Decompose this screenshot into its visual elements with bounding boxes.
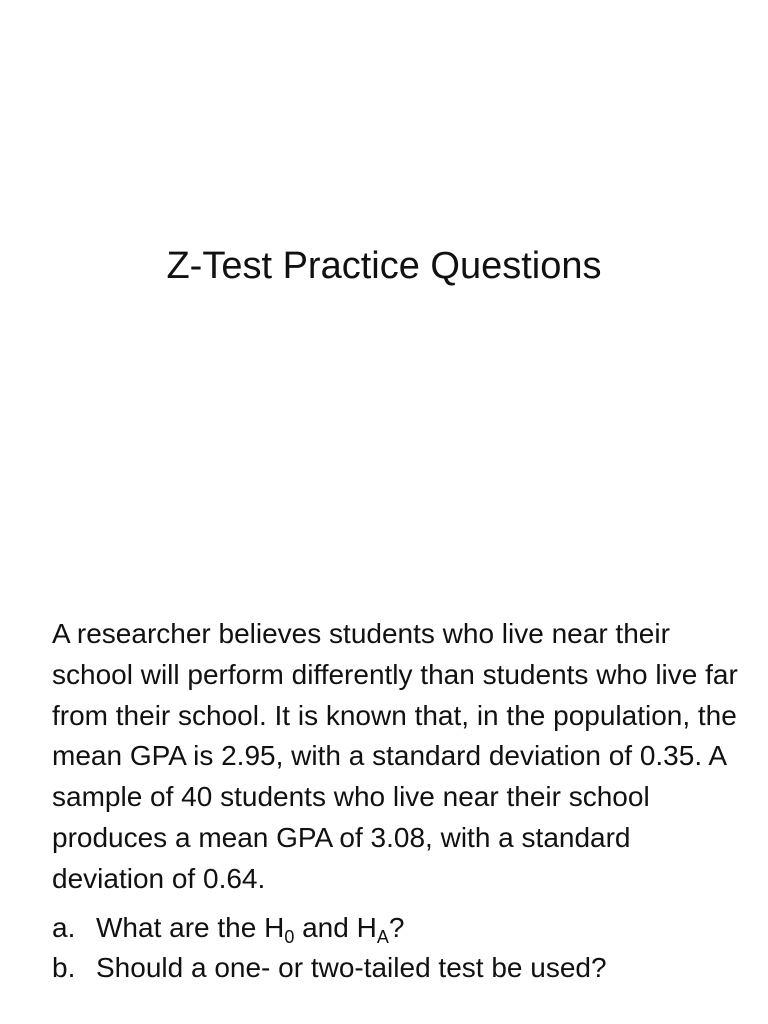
sub-question-text-part: What are the H	[96, 911, 285, 943]
sub-question-marker: a.	[52, 911, 76, 943]
question-paragraph: A researcher believes students who live near their school will perform differently than students who live far from their school. It is known that, in the population, the mean GPA is 2.95, with a standard deviation of 0.35. A sample of 40 students who live near their school produces a mean GPA of 3.08, with a standard deviation of 0.64.	[52, 618, 738, 894]
question-body	[52, 614, 742, 989]
null-hypothesis-subscript: 0	[284, 926, 295, 947]
sub-question-marker: b.	[52, 952, 76, 984]
sub-question-text: Should a one- or two-tailed test be used?	[96, 952, 607, 984]
sub-question-text	[96, 908, 404, 949]
alternative-hypothesis-subscript: A	[376, 926, 389, 947]
sub-question-list	[52, 908, 742, 990]
sub-question-text-part: ?	[388, 911, 405, 943]
sub-question-a	[52, 908, 742, 949]
sub-question-text-part: and H	[294, 911, 377, 943]
slide-title: Z-Test Practice Questions	[166, 245, 602, 288]
sub-question-b	[52, 948, 742, 989]
